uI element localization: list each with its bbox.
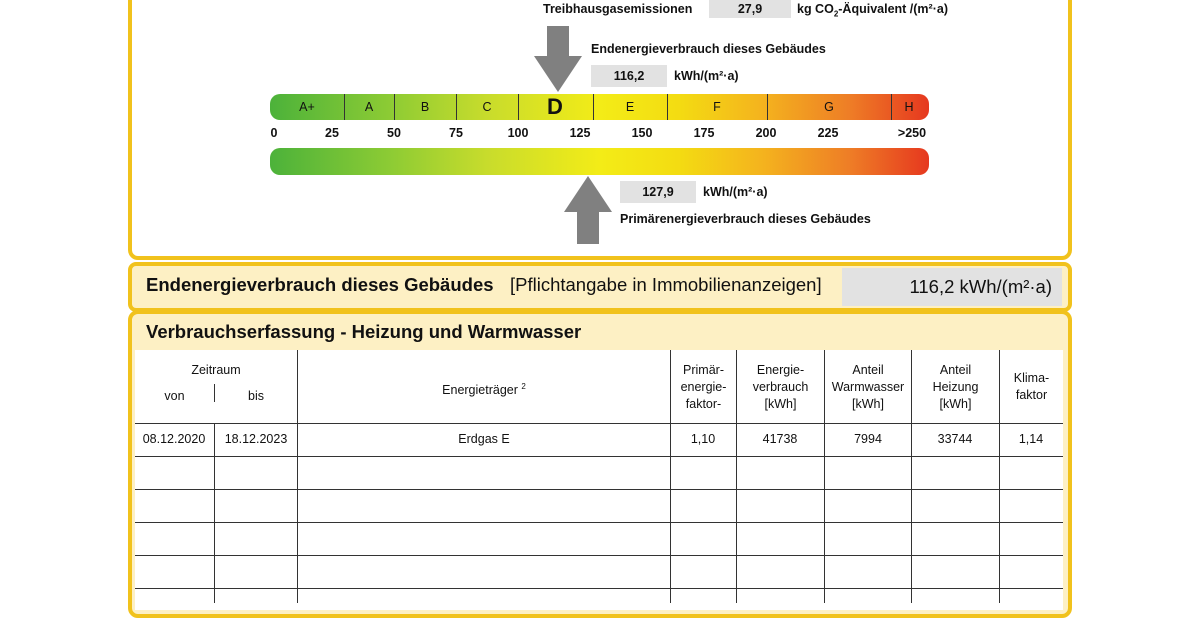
final-energy-value: 116,2 [591,65,667,87]
table-divider [135,489,1063,490]
cell-carrier: Erdgas E [458,432,510,446]
scale-tick: 50 [387,126,401,140]
class-label-g: G [824,100,834,114]
scale-tick: 225 [817,126,839,140]
class-separator [667,94,668,120]
table-divider [214,423,215,603]
header-consumption: Energie- verbrauch [kWh] [752,363,809,411]
scale-tick: >250 [897,126,927,140]
ghg-label: Treibhausgasemissionen [543,2,693,16]
cell-hotwater: 7994 [854,432,882,446]
cell-to: 18.12.2023 [224,432,288,446]
primary-energy-arrow-icon [564,176,612,244]
header-heating: Anteil Heizung [kWh] [932,363,979,411]
class-separator [394,94,395,120]
class-separator [518,94,519,120]
table-divider [135,522,1063,523]
header-pef: Primär- energie- faktor- [680,363,727,411]
table-divider [135,555,1063,556]
class-separator [456,94,457,120]
cell-consumption: 41738 [762,432,798,446]
primary-energy-unit: kWh/(m²·a) [703,185,768,199]
cell-pef: 1,10 [690,432,716,446]
class-label-h: H [904,100,914,114]
table-divider [135,456,1063,457]
primary-energy-bar [270,148,929,175]
class-label-b: B [420,100,430,114]
header-climate-factor: Klima- faktor [1013,371,1050,402]
class-label-e: E [625,100,635,114]
table-divider [135,423,1063,424]
class-label-f: F [713,100,721,114]
header-from: von [164,389,185,403]
header-hotwater: Anteil Warmwasser [kWh] [831,363,905,411]
class-separator [593,94,594,120]
summary-note: [Pflichtangabe in Immobilienanzeigen] [510,274,822,295]
class-label-d-highlighted: D [547,94,563,119]
class-separator [344,94,345,120]
scale-tick: 175 [693,126,715,140]
primary-energy-value: 127,9 [620,181,696,203]
final-energy-unit: kWh/(m²·a) [674,69,739,83]
cell-climate-factor: 1,14 [1018,432,1044,446]
ghg-value: 27,9 [709,0,791,18]
class-separator [767,94,768,120]
class-label-a: A [364,100,374,114]
scale-tick: 150 [631,126,653,140]
scale-tick: 0 [270,126,278,140]
consumption-title: Verbrauchserfassung - Heizung und Warmwasser [146,321,582,342]
cell-heating: 33744 [937,432,973,446]
scale-tick: 75 [449,126,463,140]
class-label-a-plus: A+ [299,100,315,114]
final-energy-label: Endenergieverbrauch dieses Gebäudes [591,42,826,56]
scale-tick: 25 [325,126,339,140]
class-label-c: C [482,100,492,114]
scale-tick: 100 [507,126,529,140]
final-energy-arrow-icon [534,26,582,94]
header-carrier: Energieträger $^2$ [442,382,526,398]
table-divider [135,588,1063,589]
cell-from: 08.12.2020 [142,432,206,446]
class-separator [891,94,892,120]
scale-tick: 200 [755,126,777,140]
summary-value: 116,2 kWh/(m²·a) [842,268,1062,306]
header-to: bis [248,389,264,403]
header-period: Zeitraum [191,363,241,377]
summary-title: Endenergieverbrauch dieses Gebäudes [146,274,494,295]
primary-energy-label: Primärenergieverbrauch dieses Gebäudes [620,212,871,226]
scale-tick: 125 [569,126,591,140]
ghg-unit: kg $CO_2$-Äquivalent /(m²·a) [797,2,948,19]
